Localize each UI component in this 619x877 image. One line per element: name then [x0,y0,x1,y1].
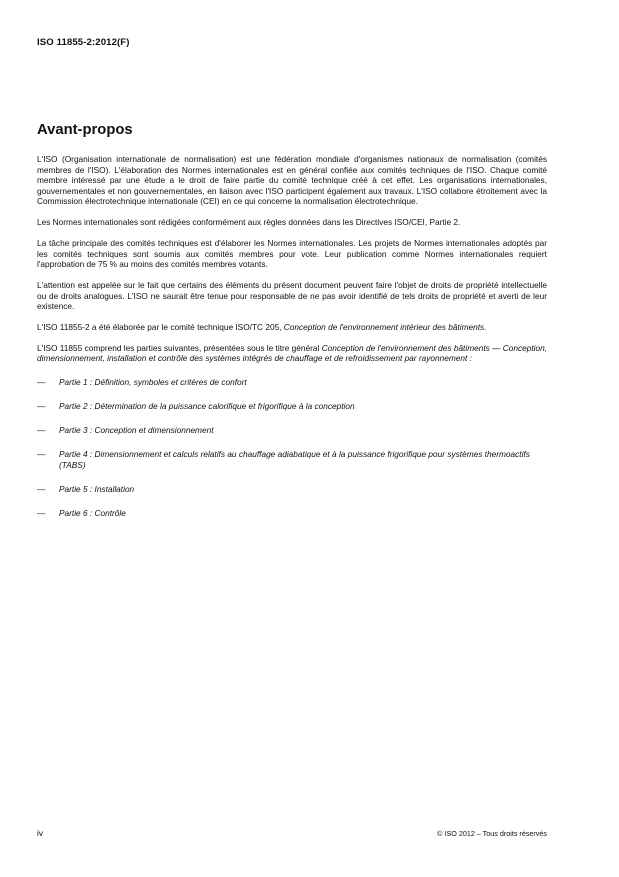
paragraph: La tâche principale des comités techniques est d'élaborer les Normes internationales. Les projets de Normes internationales adoptés par les comités techniques sont soumis aux comités membres pour vote. Leur publication comme Normes internationales requiert l'approbation de 75 % au moins des comités membres votants. [37,237,547,270]
document-id: ISO 11855-2:2012(F) [37,37,130,48]
list-item-text: Partie 5 : Installation [59,483,135,494]
dash: — [37,376,46,387]
list-item-text: Partie 4 : Dimensionnement et calculs relatifs au chauffage adiabatique et à la puissance frigorifique pour systèmes thermoactifs (TABS) [59,449,530,470]
list-item [37,401,547,412]
list-item-text: Partie 2 : Détermination de la puissance calorifique et frigorifique à la conception [59,400,355,411]
text: . [484,321,487,332]
text: L'ISO 11855-2 a été élaborée par le comité technique ISO/TC 205, [37,321,284,332]
general-title: Conception de l'environnement des bâtiments — Conception, dimensionnement, installation et contrôle des systèmes intégrés de chauffage et de refroidissement par rayonnement : [37,342,547,364]
paragraph [37,322,547,333]
dash: — [37,483,46,494]
list-item-text: Partie 6 : Contrôle [59,507,126,518]
dash: — [37,400,46,411]
paragraph: Les Normes internationales sont rédigées conformément aux règles données dans les Directives ISO/CEI, Partie 2. [37,217,461,228]
foreword-body [37,154,547,532]
section-heading: Avant-propos [37,122,133,138]
list-item [37,377,547,388]
paragraph: L'ISO (Organisation internationale de normalisation) est une fédération mondiale d'organismes nationaux de normalisation (comités membres de l'ISO). L'élaboration des Normes internationales est en général confiée aux comités techniques de l'ISO. Chaque comité membre intéressé par une étude a le droit de faire partie du comité technique créé à cet effet. Les organisations internationales, gouvernementales et non gouvernementales, en liaison avec l'ISO participent également aux travaux. L'ISO collabore étroitement avec la Commission électrotechnique internationale (CEI) en ce qui concerne la normalisation électrotechnique. [37,154,547,207]
list-item-text: Partie 1 : Définition, symboles et critères de confort [59,376,247,387]
list-item [37,425,547,436]
dash: — [37,449,46,460]
list-item [37,508,547,519]
page-number: iv [37,828,43,838]
list-item-text: Partie 3 : Conception et dimensionnement [59,425,214,436]
committee-title: Conception de l'environnement intérieur des bâtiments [283,321,485,332]
text: L'ISO 11855 comprend les parties suivantes, présentées sous le titre général [37,342,322,353]
list-item [37,484,547,495]
dash: — [37,425,46,436]
copyright-notice: © ISO 2012 – Tous droits réservés [437,829,547,838]
dash: — [37,507,46,518]
paragraph: L'attention est appelée sur le fait que certains des éléments du présent document peuvent faire l'objet de droits de propriété intellectuelle ou de droits analogues. L'ISO ne saurait être tenue pour responsable de ne pas avoir identifié de tels droits de propriété et averti de leur existence. [37,279,547,312]
parts-list [37,377,547,519]
list-item [37,449,547,470]
paragraph [37,343,547,364]
